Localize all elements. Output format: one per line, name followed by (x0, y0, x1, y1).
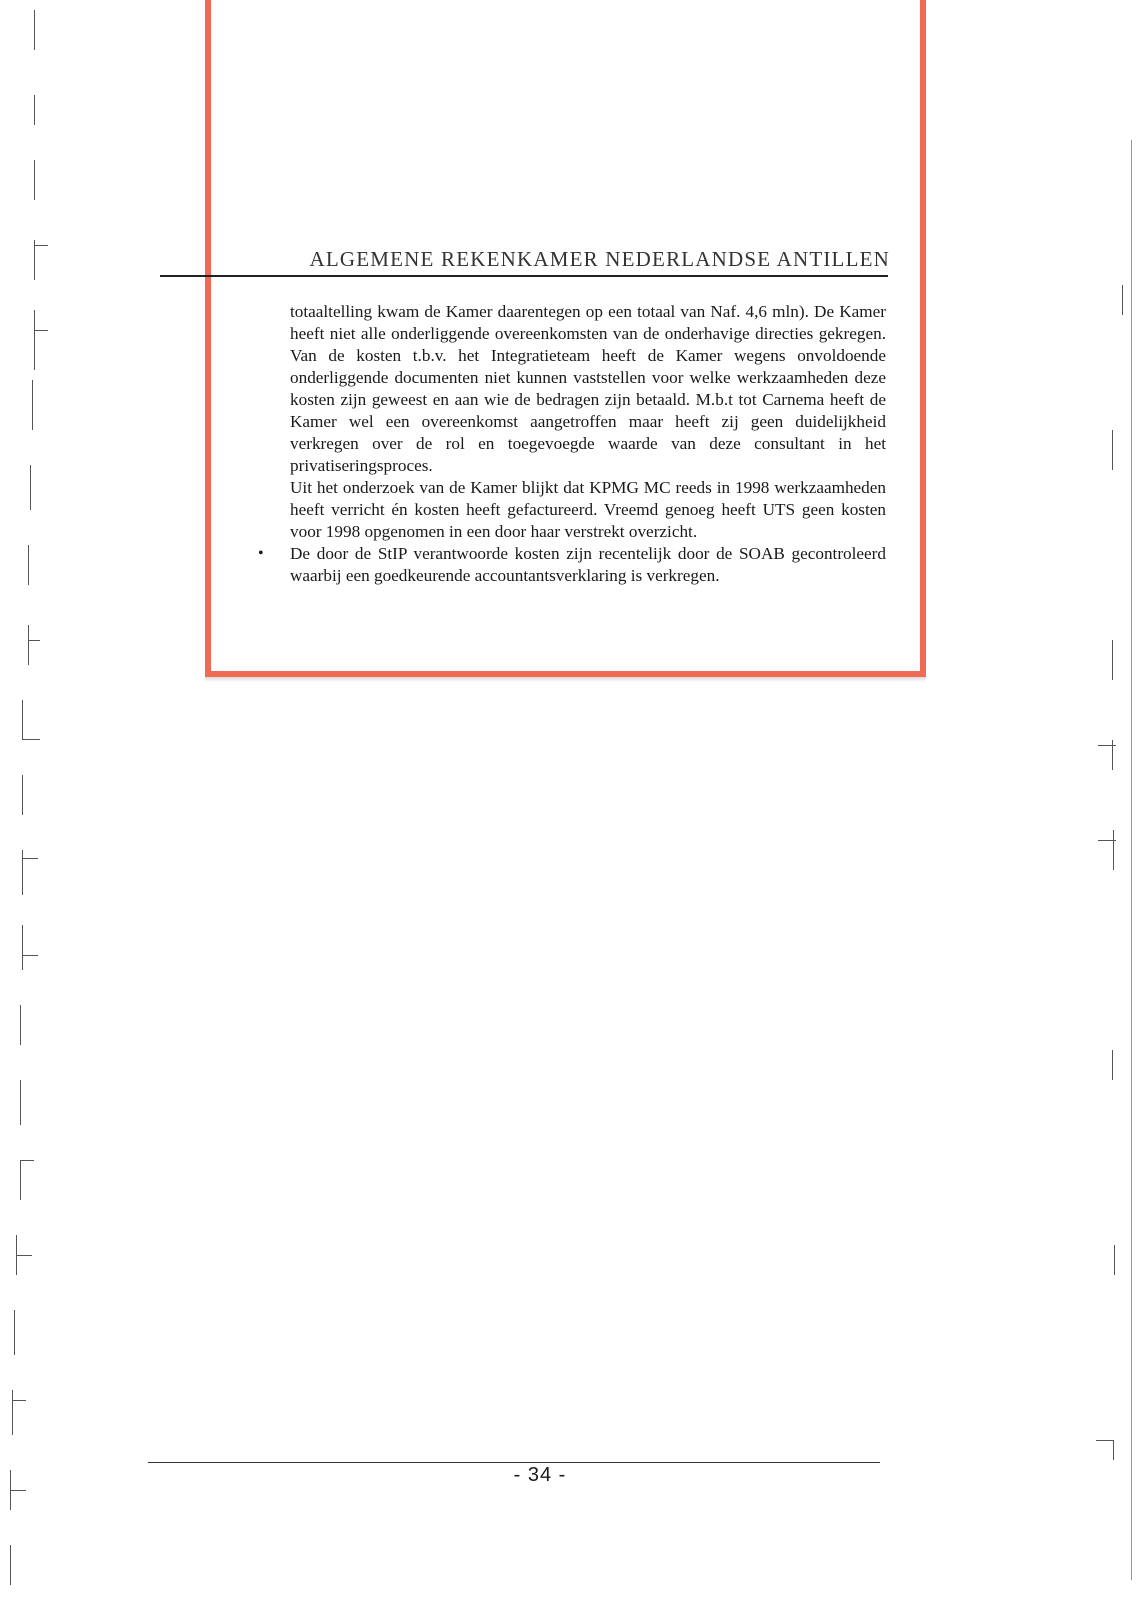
scan-artifact (20, 1160, 34, 1161)
scan-artifact (12, 1390, 13, 1435)
scan-artifact (32, 380, 33, 430)
header-rule (160, 275, 888, 277)
bullet-text: De door de StIP verantwoorde kosten zijn recentelijk door de SOAB gecontroleerd waarbij een goedkeurende accountantsverklaring is verkregen. (290, 544, 886, 585)
footer-rule (148, 1462, 880, 1463)
paragraph: totaaltelling kwam de Kamer daarentegen op een totaal van Naf. 4,6 mln). De Kamer heeft niet alle onderliggende overeenkomsten van de onderhavige directies gekregen. Van de kosten t.b.v. het Integratieteam heeft de Kamer wegens onvoldoende onderliggende documenten niet kunnen vaststellen voor welke werkzaamheden deze kosten zijn geweest en aan wie de bedragen zijn betaald. M.b.t tot Carnema heeft de Kamer wel een overeenkomst aangetroffen maar heeft zij geen duidelijkheid verkregen over de rol en toegevoegde waarde van deze consultant in het privatiseringsproces. (290, 302, 886, 475)
scan-artifact (1112, 430, 1113, 470)
running-header: ALGEMENE REKENKAMER NEDERLANDSE ANTILLEN (309, 247, 890, 271)
frame-shadow (205, 677, 926, 682)
bullet-marker: • (258, 545, 264, 562)
body-text (258, 301, 886, 587)
scan-artifact (20, 1005, 21, 1045)
scan-artifact (22, 955, 38, 956)
paragraph: Uit het onderzoek van de Kamer blijkt dat KPMG MC reeds in 1998 werkzaamheden heeft verricht én kosten heeft gefactureerd. Vreemd genoeg heeft UTS geen kosten voor 1998 opgenomen in een door haar verstrekt overzicht. (290, 478, 886, 541)
scan-artifact (34, 245, 48, 246)
scan-artifact (1114, 1245, 1115, 1275)
scan-artifact (14, 1310, 15, 1355)
scan-artifact (12, 1400, 26, 1401)
scan-artifact (22, 775, 23, 815)
scan-artifact (1131, 140, 1132, 1580)
scan-artifact (20, 1160, 21, 1200)
scan-artifact (20, 1080, 21, 1125)
scan-artifact (1098, 745, 1116, 746)
scan-artifact (34, 160, 35, 200)
scan-artifact (1096, 1440, 1114, 1441)
scan-artifact (34, 330, 48, 331)
scan-artifact (10, 1490, 26, 1491)
scan-artifact (1112, 640, 1113, 680)
scan-artifact (28, 545, 29, 585)
page-number: - 34 - (513, 1464, 567, 1486)
scan-artifact (1122, 285, 1123, 315)
scan-artifact (1112, 740, 1113, 770)
scan-artifact (16, 1255, 32, 1256)
scan-artifact (30, 465, 31, 510)
scan-artifact (1113, 830, 1114, 870)
scan-artifact (34, 310, 35, 370)
scan-artifact (22, 858, 38, 859)
scan-artifact (22, 850, 23, 895)
scan-artifact (34, 10, 35, 50)
scan-artifact (10, 1545, 11, 1585)
scan-artifact (1112, 1050, 1113, 1080)
scan-artifact (34, 95, 35, 125)
scan-artifact (28, 640, 40, 641)
scan-artifact (34, 240, 35, 280)
scan-artifact (22, 739, 40, 740)
bullet-list (258, 543, 886, 587)
scan-artifact (22, 925, 23, 970)
bullet-item (258, 543, 886, 587)
scan-artifact (1113, 1440, 1114, 1460)
scan-artifact (22, 700, 23, 740)
scan-artifact (28, 625, 29, 665)
